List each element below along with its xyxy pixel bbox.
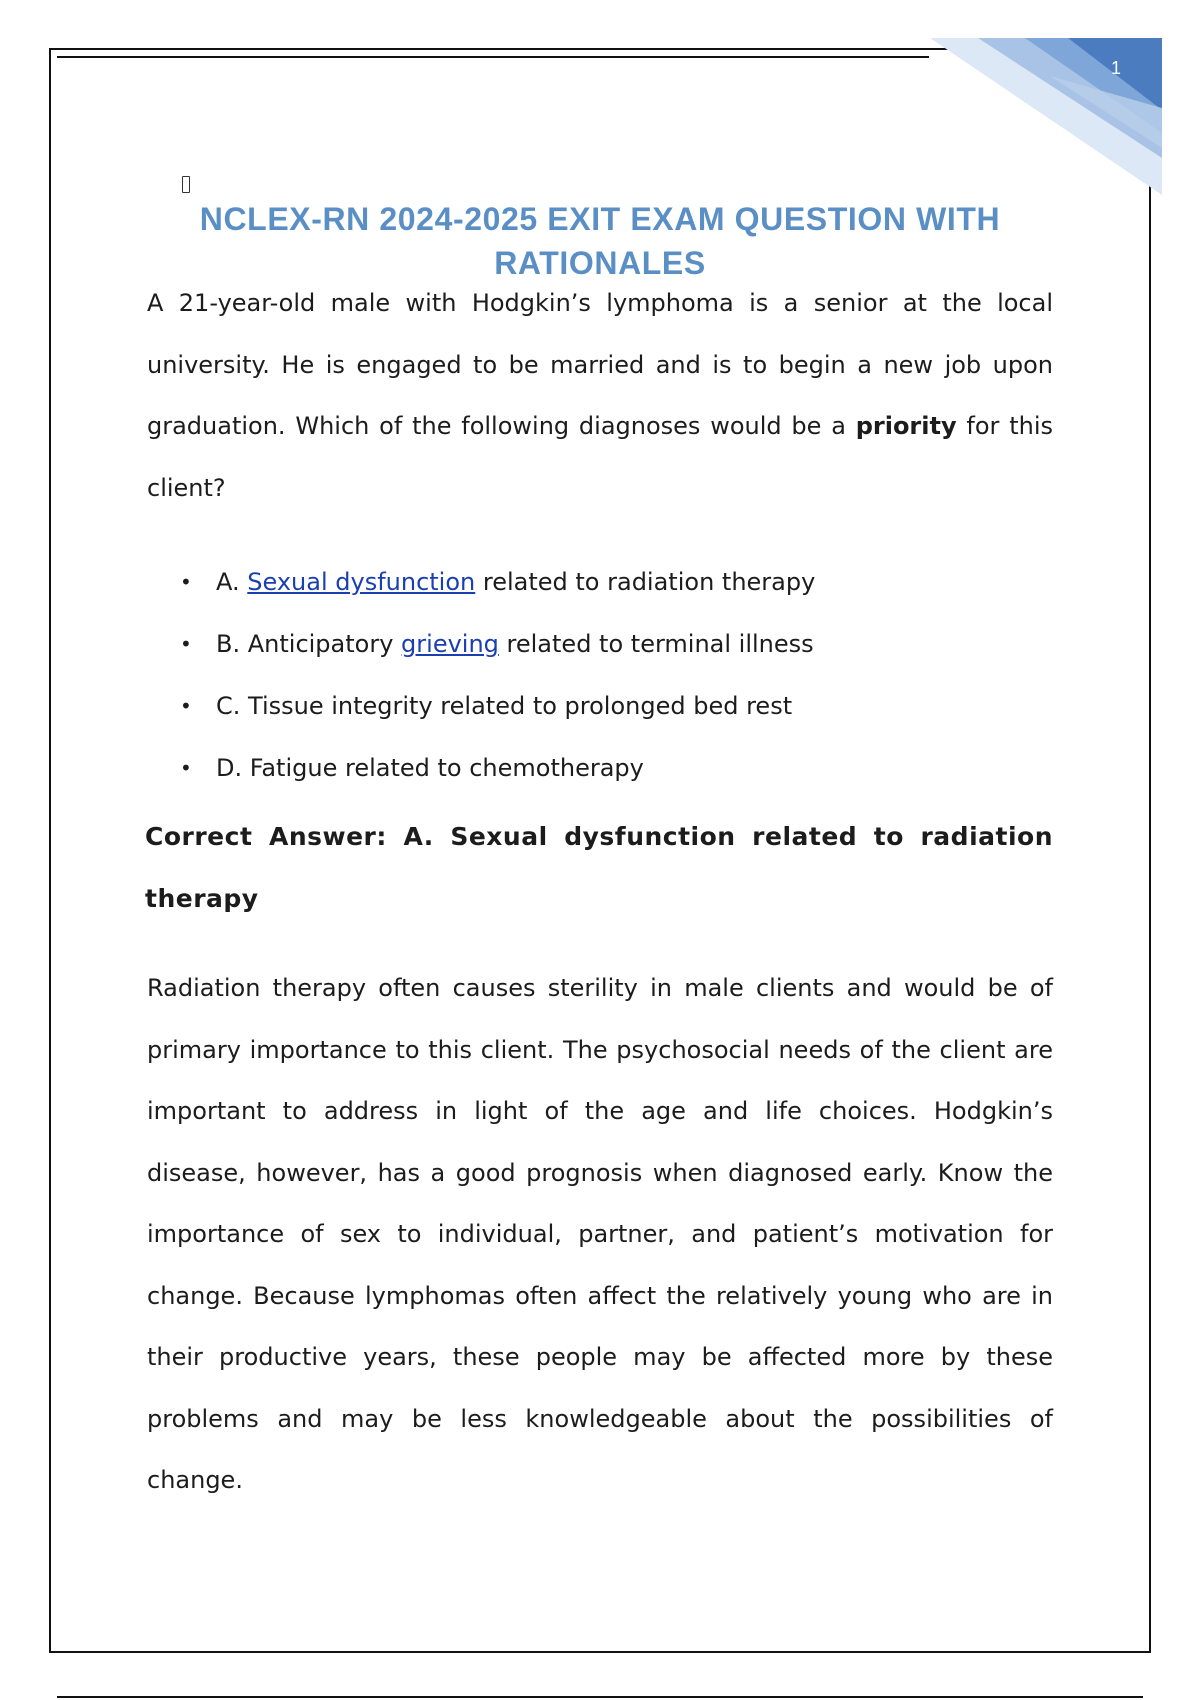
option-b: • B. Anticipatory grieving related to terminal illness — [0, 624, 900, 664]
bullet-icon: • — [180, 570, 192, 594]
rationale-text: Radiation therapy often causes sterility in male clients and would be of primary importance to this client. The psychosocial needs of the client are important to address in light of the age and life choices. Hodgkin’s disease, however, has a good prognosis when diagnosed early. Know the importance of sex to individual, partner, and patient’s motivation for change. Because lymphomas often affect the relatively young who are in their productive years, these people may be affected more by these problems and may be less knowledgeable about the possibilities of change. — [147, 974, 1053, 1494]
option-a: • A. Sexual dysfunction related to radiation therapy — [0, 562, 900, 602]
option-c: • C. Tissue integrity related to prolonged bed rest — [0, 686, 900, 726]
question-text: A 21-year-old male with Hodgkin’s lymphoma is a senior at the local university. He is engaged to be married and is to begin a new job upon graduation. Which of the following diagnoses would be a priority for this client? — [147, 289, 1053, 502]
corner-decoration-icon — [930, 38, 1162, 198]
header-rule — [57, 56, 929, 58]
option-b-link[interactable]: grieving — [401, 630, 499, 658]
bullet-icon: • — [180, 694, 192, 718]
bullet-icon: • — [180, 632, 192, 656]
option-a-link[interactable]: Sexual dysfunction — [247, 568, 476, 596]
footer-rule — [57, 1696, 1143, 1698]
page-number: 1 — [1110, 58, 1121, 78]
missing-glyph-icon — [182, 176, 190, 193]
correct-answer: Correct Answer: A. Sexual dysfunction related to radiation therapy — [145, 822, 1053, 913]
bullet-icon: • — [180, 756, 192, 780]
document-title: NCLEX-RN 2024-2025 EXIT EXAM QUESTION WITH RATIONALES — [199, 201, 1001, 281]
option-d: • D. Fatigue related to chemotherapy — [0, 748, 900, 788]
question-emphasis: priority — [855, 412, 957, 440]
